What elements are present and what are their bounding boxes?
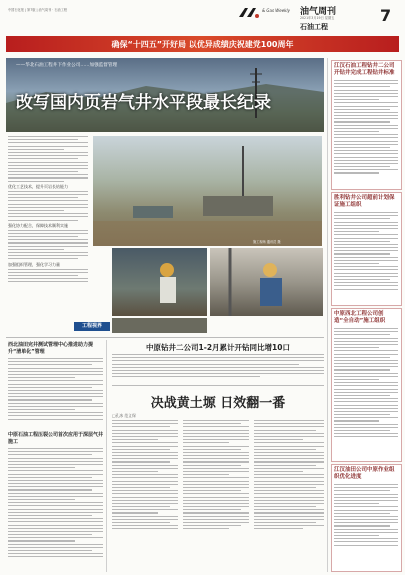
worker-photo-3: [112, 318, 207, 333]
divider-2: [112, 385, 324, 386]
bottom-headline: 决战黄土塬 日效翻一番: [150, 396, 286, 411]
bottom-body-col2: [183, 420, 249, 570]
page-header: [0, 0, 405, 32]
col1-body: [8, 358, 103, 428]
divider-1: [6, 337, 324, 338]
lead-body-col1: [8, 136, 88, 336]
lead-photo: [6, 58, 324, 132]
sidebar-body-1: [334, 80, 398, 185]
sidebar-title-1: 江汉石油工程钻井二公司开钻井完成工程钻井标准: [334, 63, 395, 76]
banner: [6, 36, 399, 52]
bottom-byline: □孔冰 范义保: [112, 413, 136, 418]
bottom-body-col3: [254, 420, 324, 570]
sidebar-divider: [327, 58, 328, 572]
brand-en: & Gas Weekly: [262, 8, 290, 13]
section-label: 石油工程: [300, 23, 328, 31]
col1-title-2: 中原石油工程压裂公司首次应用于深层气井施工: [8, 432, 104, 445]
col1-body-2: [8, 448, 103, 570]
banner-text: 确保“十四五”开好局 以优异成绩庆祝建党100周年: [111, 40, 294, 49]
mid-main-title: 中原钻井二公司1-2月累计开钻同比增10口: [146, 343, 290, 352]
col-divider-1: [106, 340, 107, 572]
bottom-body-col1: [112, 420, 178, 570]
sidebar-body-3: [334, 328, 398, 457]
sidebar-title-3: 中原西北工程公司创造“全自动”施工组织: [334, 311, 386, 324]
col1-title: 西北油田完井测试管理中心推进助力提升“清单化”管理: [8, 342, 94, 355]
lead-photo-caption: 施工现场 通讯员 摄: [253, 240, 281, 244]
brand-title: 油气周刊: [300, 7, 337, 17]
sidebar-title-4: 江汉油田公司中原作业组织优化进度: [334, 467, 395, 480]
lead-headline: 改写国内页岩气井水平段最长纪录: [16, 93, 271, 113]
header-left-info: 中国石化报 | 第7版 | 油气周刊 · 石油工程: [8, 8, 68, 12]
brand-logo-icon: [238, 4, 260, 16]
mid-main-body: [112, 354, 324, 382]
sidebar-body-4: [334, 484, 398, 567]
lead-photo-oilfield: [93, 136, 322, 246]
worker-photo-1: [112, 248, 207, 316]
lead-subhead-3: 加强组织管理，强化学习力量: [8, 261, 60, 267]
page-number: 7: [380, 6, 392, 25]
sidebar-title-2: 胜利钻井公司超前计划保证施工组织: [334, 195, 395, 208]
worker-photo-2: [210, 248, 323, 316]
lead-subhead-2: 强化协力配合，保障技术顺利实施: [8, 222, 68, 228]
engineering-tag: 工程视界: [74, 322, 110, 331]
lead-kicker: ——华北石油工程井下作业公司……加强监督管理: [16, 63, 118, 68]
sidebar-body-2: [334, 212, 398, 301]
lead-subhead-1: 优化工艺技术，提升页岩长钻能力: [8, 183, 68, 189]
date-line: 2021年3月19日 星期五: [300, 16, 335, 20]
